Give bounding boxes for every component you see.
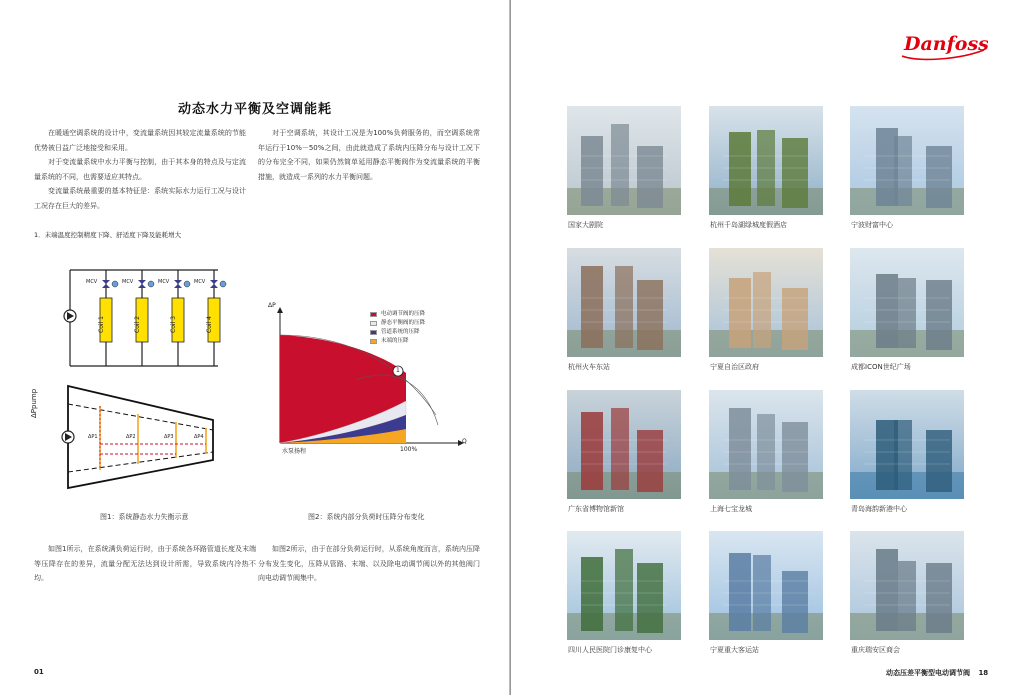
chart-y-label: ΔP	[268, 302, 276, 309]
pump-label: ΔPpump	[30, 388, 38, 418]
mcv-label: MCV	[86, 279, 98, 285]
coil-label: Coil 4	[206, 316, 213, 333]
dp-label: ΔP3	[164, 434, 174, 440]
coil-label: Coil 3	[170, 316, 177, 333]
dp-label: ΔP4	[194, 434, 204, 440]
actuator-icon	[148, 281, 154, 287]
legend-item	[370, 337, 425, 346]
coil-label: Coil 2	[134, 316, 141, 333]
figure-2-caption: 图2：系统内部分负荷时压降分布变化	[308, 513, 425, 521]
valve-icon	[102, 280, 110, 288]
coil-label: Coil 1	[98, 316, 105, 333]
legend-item	[370, 310, 425, 319]
dp-label: ΔP1	[88, 434, 98, 440]
skyscrapers-photo	[850, 106, 964, 215]
chart-x-tick-right: 100%	[400, 446, 418, 453]
photo-caption: 杭州火车东站	[568, 363, 610, 371]
left-page-number: 01	[34, 668, 44, 676]
legend-item	[370, 319, 425, 328]
hospital-photo	[567, 531, 681, 640]
glass-tower-photo	[709, 531, 823, 640]
chart-marker: 1	[396, 367, 400, 374]
actuator-icon	[220, 281, 226, 287]
legend-swatch	[370, 330, 377, 335]
footer-text: 动态压差平衡型电动调节阀	[886, 669, 970, 677]
actuator-icon	[112, 281, 118, 287]
chart-x-label: Q	[462, 438, 467, 445]
harbor-city-photo	[850, 390, 964, 499]
office-tower-photo	[709, 390, 823, 499]
photo-caption: 宁波财富中心	[851, 221, 893, 229]
legend-label: 静态平衡阀的压降	[381, 320, 426, 326]
government-building-photo	[709, 248, 823, 357]
legend-label: 末端的压降	[381, 338, 409, 344]
mcv-label: MCV	[122, 279, 134, 285]
mcv-label: MCV	[158, 279, 170, 285]
text-column-3	[34, 542, 256, 586]
circuit-diagram	[58, 258, 248, 368]
photo-caption: 宁夏重大客运站	[710, 646, 759, 654]
section-heading: 1．末端温度控制精度下降、舒适度下降及能耗增大	[34, 231, 182, 239]
legend-swatch	[370, 312, 377, 317]
valve-icon	[138, 280, 146, 288]
legend-swatch	[370, 321, 377, 326]
danfoss-logo	[898, 30, 988, 64]
twin-towers-photo	[850, 248, 964, 357]
legend-label: 管道系统的压降	[381, 329, 420, 335]
paragraph: 对于变流量系统中水力平衡与控制，由于其本身的特点及与定流量系统的不同，也需要适应其特点。	[34, 158, 246, 181]
dome-building-photo	[567, 106, 681, 215]
railway-station-photo	[567, 248, 681, 357]
photo-caption: 重庆瑞安区商会	[851, 646, 900, 654]
chart-x-tick-left: 水泵扬程	[282, 448, 307, 455]
photo-caption: 宁夏自治区政府	[710, 363, 759, 371]
chart-legend	[370, 310, 425, 346]
museum-photo	[567, 390, 681, 499]
paragraph: 如图1所示，在系统满负荷运行时，由于系统各环路管道长度及末端等压降存在的差异，流量分配无法达到设计所需，导致系统内冷热不均。	[34, 545, 256, 582]
text-column-1	[34, 126, 246, 213]
page-title: 动态水力平衡及空调能耗	[177, 102, 332, 117]
paragraph: 变流量系统最重要的基本特征是：系统实际水力运行工况与设计工况存在巨大的差异。	[34, 187, 246, 210]
paragraph: 如图2所示，由于在部分负荷运行时，从系统角度而言，系统内压降分布发生变化，压降从管路、末端、以及除电动调节阀以外的其他阀门向电动调节阀集中。	[258, 545, 480, 582]
dp-label: ΔP2	[126, 434, 136, 440]
photo-caption: 上海七宝龙城	[710, 505, 752, 513]
photo-caption: 青岛海韵新港中心	[851, 505, 907, 513]
photo-caption: 国家大剧院	[568, 221, 603, 229]
photo-caption: 四川人民医院门诊康复中心	[568, 646, 652, 654]
legend-item	[370, 328, 425, 337]
figure-1-caption: 图1：系统静态水力失衡示意	[100, 513, 189, 521]
right-page-number: 18	[978, 669, 989, 677]
actuator-icon	[184, 281, 190, 287]
footer-title	[886, 668, 988, 678]
photo-caption: 成都ICON世纪广场	[851, 363, 911, 371]
valve-icon	[174, 280, 182, 288]
paragraph: 在暖通空调系统的设计中，变流量系统因其较定流量系统的节能优势被日益广泛地接受和采用。	[34, 129, 246, 152]
logo-text: Danfoss	[904, 33, 988, 55]
tall-tower-photo	[850, 531, 964, 640]
photo-caption: 杭州千岛湖绿城度假酒店	[710, 221, 787, 229]
legend-label: 电动调节阀的压降	[381, 311, 426, 317]
lake-resort-photo	[709, 106, 823, 215]
valve-icon	[210, 280, 218, 288]
mcv-label: MCV	[194, 279, 206, 285]
legend-swatch	[370, 339, 377, 344]
paragraph: 对于空调系统，其设计工况是为100%负荷服务的，而空调系统常年运行于10%－50%之间，由此就造成了系统内压降分布与设计工况下的分布完全不同，如果仍然简单延用静态平衡阀作为变流量系统的平衡措施，就造成一系列的水力平衡问题。	[258, 129, 480, 181]
text-column-2	[258, 126, 480, 184]
photo-caption: 广东省博物馆新馆	[568, 505, 624, 513]
text-column-4	[258, 542, 480, 586]
